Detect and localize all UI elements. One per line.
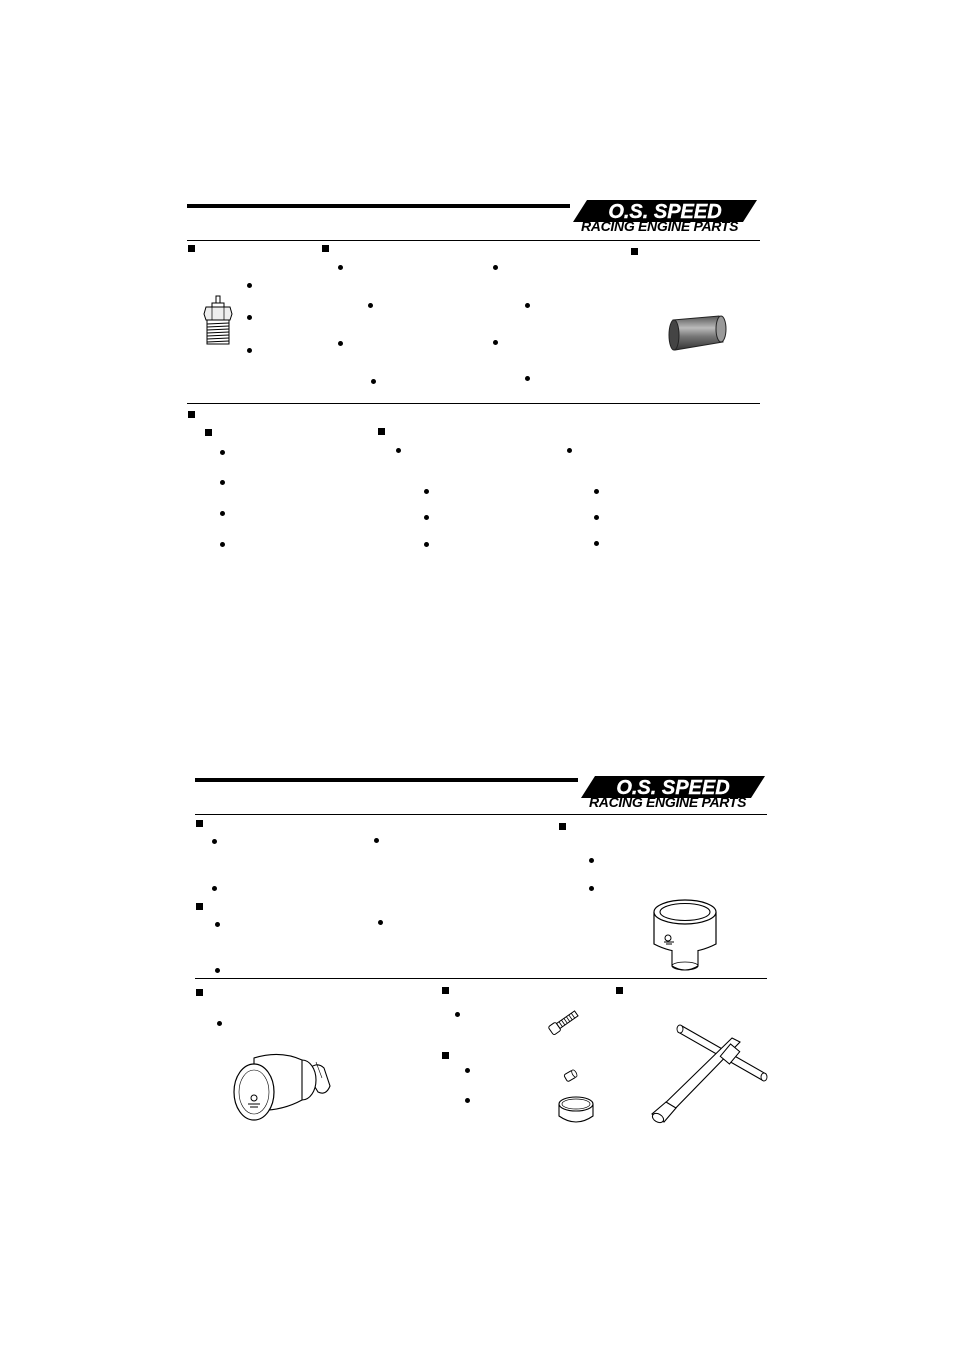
bullet — [594, 515, 599, 520]
pin-icon — [562, 1068, 578, 1084]
t-wrench-icon — [646, 1022, 768, 1126]
bullet — [215, 922, 220, 927]
logo-brand-text: O.S. SPEED — [608, 201, 722, 223]
bullet — [493, 265, 498, 270]
bullet — [594, 489, 599, 494]
glow-plug-icon — [200, 296, 236, 348]
section-marker — [196, 903, 203, 910]
section-marker — [196, 820, 203, 827]
bullet — [589, 886, 594, 891]
logo-brand-text: O.S. SPEED — [616, 777, 730, 799]
bullet — [465, 1098, 470, 1103]
bullet — [217, 1021, 222, 1026]
bullet — [338, 265, 343, 270]
bullet — [424, 542, 429, 547]
bullet — [424, 489, 429, 494]
section-marker — [559, 823, 566, 830]
bullet — [368, 303, 373, 308]
bullet — [424, 515, 429, 520]
bottom-section-rule — [195, 814, 767, 815]
bullet — [525, 303, 530, 308]
bullet — [247, 348, 252, 353]
bullet — [525, 376, 530, 381]
top-section-rule — [187, 240, 760, 241]
bullet — [567, 448, 572, 453]
bullet — [220, 511, 225, 516]
top-logo — [573, 198, 763, 242]
bullet — [212, 839, 217, 844]
section-marker — [196, 989, 203, 996]
logo-subtitle: RACING ENGINE PARTS — [589, 794, 747, 810]
bullet — [215, 968, 220, 973]
connecting-rod-sleeve-icon — [665, 314, 727, 354]
section-marker — [188, 245, 195, 252]
bottom-logo — [581, 774, 771, 818]
section-marker — [188, 411, 195, 418]
bullet — [220, 450, 225, 455]
section-marker — [616, 987, 623, 994]
bullet — [396, 448, 401, 453]
bottom-header-rule — [195, 778, 578, 782]
section-marker — [631, 248, 638, 255]
section-marker — [442, 987, 449, 994]
section-marker — [442, 1052, 449, 1059]
bullet — [589, 858, 594, 863]
section-marker — [322, 245, 329, 252]
logo-subtitle: RACING ENGINE PARTS — [581, 218, 739, 234]
top-header-rule — [187, 204, 570, 208]
bullet — [212, 886, 217, 891]
bullet — [247, 283, 252, 288]
air-filter-icon — [230, 1050, 340, 1132]
bullet — [220, 542, 225, 547]
bullet — [465, 1068, 470, 1073]
bullet — [220, 480, 225, 485]
section-marker — [205, 429, 212, 436]
ring-icon — [556, 1094, 596, 1128]
bullet — [455, 1012, 460, 1017]
bullet — [493, 340, 498, 345]
bullet — [338, 341, 343, 346]
clutch-bell-icon — [650, 898, 720, 974]
bullet — [374, 838, 379, 843]
bullet — [378, 920, 383, 925]
section-marker — [378, 428, 385, 435]
bottom-mid-rule — [195, 978, 767, 979]
screw-icon — [546, 1008, 582, 1036]
bullet — [594, 541, 599, 546]
bullet — [247, 315, 252, 320]
top-mid-rule — [187, 403, 760, 404]
bullet — [371, 379, 376, 384]
